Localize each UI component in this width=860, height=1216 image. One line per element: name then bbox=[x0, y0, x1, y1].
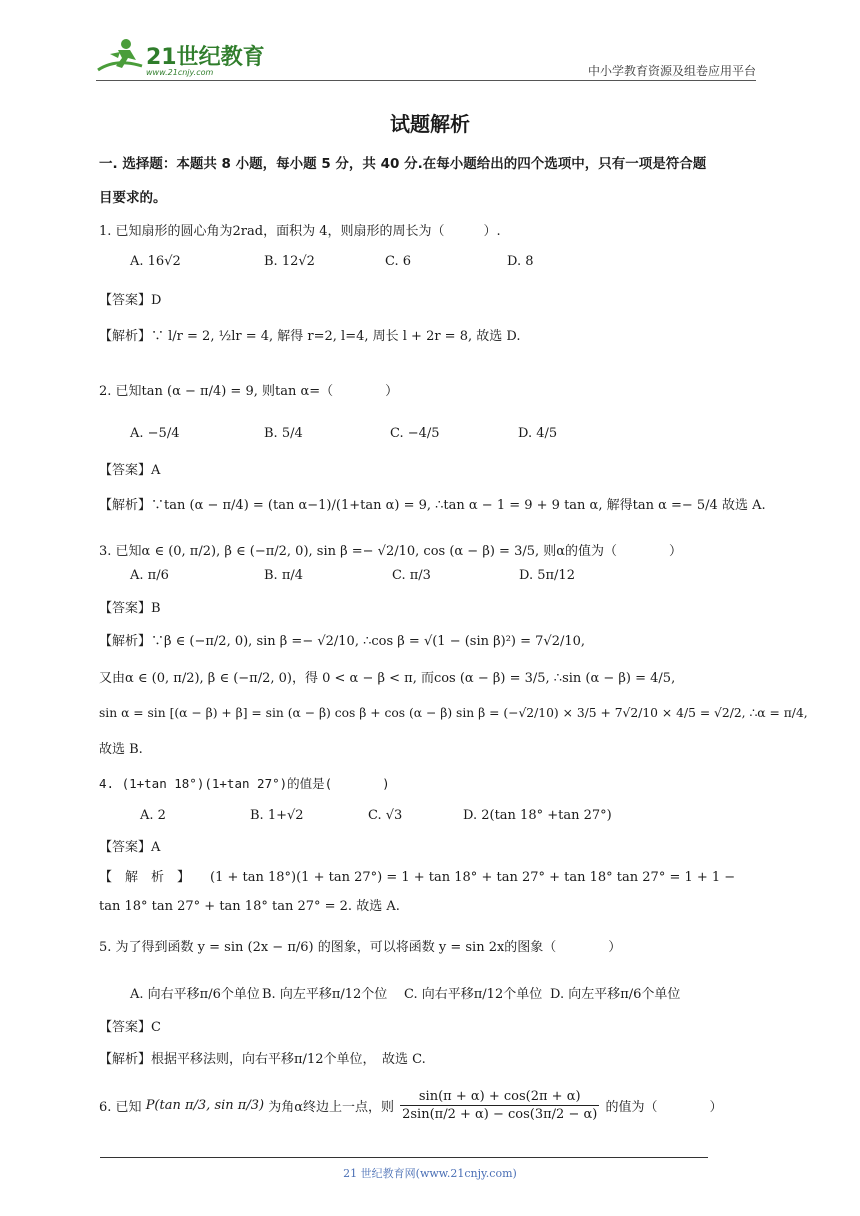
q2-analysis-text: ∵tan (α − π/4) = (tan α−1)/(1+tan α) = 9, ∴tan α − 1 = 9 + 9 tan α, 解得tan α =− 5/4 故选 A. bbox=[151, 498, 766, 513]
q4-analysis-text1: (1 + tan 18°)(1 + tan 27°) = 1 + tan 18° + tan 27° + tan 18° tan 27° = 1 + 1 − bbox=[210, 870, 736, 885]
analysis-label: 【解析】 bbox=[99, 1052, 152, 1067]
q5-stem: 5. 为了得到函数 y = sin (2x − π/6) 的图象，可以将函数 y = sin 2x的图象（ ） bbox=[99, 940, 622, 955]
q2-stem: 2. 已知tan (α − π/4) = 9, 则tan α=（ ） bbox=[99, 384, 399, 399]
q3-stem: 3. 已知α ∈ (0, π/2), β ∈ (−π/2, 0), sin β =− √2/10, cos (α − β) = 3/5, 则α的值为（ ） bbox=[99, 544, 683, 559]
q6-point: P(tan π/3, sin π/3) bbox=[145, 1098, 265, 1113]
header-platform-text: 中小学教育资源及组卷应用平台 bbox=[587, 64, 756, 78]
logo-text: 21世纪教育 bbox=[146, 45, 265, 70]
q3-option-c: C. π/3 bbox=[392, 568, 431, 583]
analysis-label: 【解析】 bbox=[99, 329, 152, 344]
header-divider bbox=[96, 80, 756, 81]
q2-answer: 【答案】A bbox=[99, 463, 161, 478]
q4-option-c: C. √3 bbox=[368, 808, 403, 823]
q6-stem-pre: 6. 已知 bbox=[99, 1100, 142, 1115]
q4-option-b: B. 1+√2 bbox=[250, 808, 304, 823]
q3-option-b: B. π/4 bbox=[264, 568, 304, 583]
page-title: 试题解析 bbox=[390, 112, 470, 136]
q1-stem: 1. 已知扇形的圆心角为2rad，面积为 4，则扇形的周长为（ ）. bbox=[99, 224, 501, 239]
q1-option-b: B. 12√2 bbox=[264, 254, 315, 269]
q5-answer: 【答案】C bbox=[99, 1020, 161, 1035]
q1-analysis bbox=[99, 325, 520, 344]
section-heading-line1: 一. 选择题：本题共 8 小题，每小题 5 分，共 40 分.在每小题给出的四个选项中，只有一项是符合题 bbox=[99, 156, 707, 172]
footer-divider bbox=[100, 1157, 708, 1158]
q4-analysis-line2: tan 18° tan 27° + tan 18° tan 27° = 2. 故选 A. bbox=[99, 899, 400, 914]
q5-option-c: C. 向右平移π/12个单位 bbox=[404, 987, 543, 1002]
q1-analysis-text: ∵ l/r = 2, ½lr = 4, 解得 r=2, l=4, 周长 l + 2r = 8, 故选 D. bbox=[151, 329, 521, 344]
q2-analysis bbox=[99, 494, 766, 513]
q4-option-a: A. 2 bbox=[140, 808, 166, 823]
q1-answer: 【答案】D bbox=[99, 293, 162, 308]
q1-option-a: A. 16√2 bbox=[130, 254, 181, 269]
q3-analysis-line3: sin α = sin [(α − β) + β] = sin (α − β) cos β + cos (α − β) sin β = (−√2/10) × 3/5 + 7√2/10 × 4/5 = √2/2, ∴α = π/4, bbox=[99, 706, 808, 720]
footer-source: 21 世纪教育网(www.21cnjy.com) bbox=[343, 1167, 517, 1180]
q2-option-a: A. −5/4 bbox=[130, 426, 180, 441]
q2-option-d: D. 4/5 bbox=[518, 426, 558, 441]
q6-stem-mid: 为角α终边上一点，则 bbox=[268, 1100, 394, 1115]
analysis-label: 【解析】 bbox=[99, 498, 152, 513]
logo-url: www.21cnjy.com bbox=[146, 68, 214, 77]
q3-analysis-text1: ∵β ∈ (−π/2, 0), sin β =− √2/10, ∴cos β = √(1 − (sin β)²) = 7√2/10, bbox=[151, 634, 586, 649]
q1-option-c: C. 6 bbox=[385, 254, 412, 269]
q5-analysis bbox=[99, 1048, 426, 1067]
q4-analysis-line1 bbox=[99, 866, 735, 885]
q3-answer: 【答案】B bbox=[99, 601, 161, 616]
q4-answer: 【答案】A bbox=[99, 840, 161, 855]
q3-analysis-line2: 又由α ∈ (0, π/2), β ∈ (−π/2, 0)，得 0 < α − β < π, 而cos (α − β) = 3/5, ∴sin (α − β) = 4/5, bbox=[99, 671, 676, 686]
q6-expression-numerator: sin(π + α) + cos(2π + α) bbox=[400, 1088, 599, 1106]
analysis-label: 【 解 析 】 bbox=[99, 870, 191, 885]
q4-option-d: D. 2(tan 18° +tan 27°) bbox=[463, 808, 612, 823]
q2-option-c: C. −4/5 bbox=[390, 426, 440, 441]
q6-stem-post: 的值为（ ） bbox=[605, 1100, 723, 1115]
q3-option-a: A. π/6 bbox=[130, 568, 169, 583]
q4-stem: 4. (1+tan 18°)(1+tan 27°)的值是( ) bbox=[99, 776, 390, 791]
q5-option-a: A. 向右平移π/6个单位 bbox=[130, 987, 260, 1002]
q6-expression bbox=[400, 1088, 599, 1123]
q5-option-b: B. 向左平移π/12个位 bbox=[262, 987, 388, 1002]
q3-analysis-line4: 故选 B. bbox=[99, 742, 143, 757]
q6-stem bbox=[99, 1088, 723, 1123]
q3-analysis-line1 bbox=[99, 630, 585, 649]
q6-expression-denominator: 2sin(π/2 + α) − cos(3π/2 − α) bbox=[402, 1107, 598, 1122]
q3-option-d: D. 5π/12 bbox=[519, 568, 575, 583]
analysis-label: 【解析】 bbox=[99, 634, 152, 649]
q5-option-d: D. 向左平移π/6个单位 bbox=[550, 987, 681, 1002]
site-logo bbox=[96, 36, 266, 78]
q5-analysis-text: 根据平移法则，向右平移π/12个单位， 故选 C. bbox=[151, 1052, 426, 1067]
section-heading-line2: 目要求的。 bbox=[99, 190, 167, 206]
q1-option-d: D. 8 bbox=[507, 254, 534, 269]
q2-option-b: B. 5/4 bbox=[264, 426, 303, 441]
